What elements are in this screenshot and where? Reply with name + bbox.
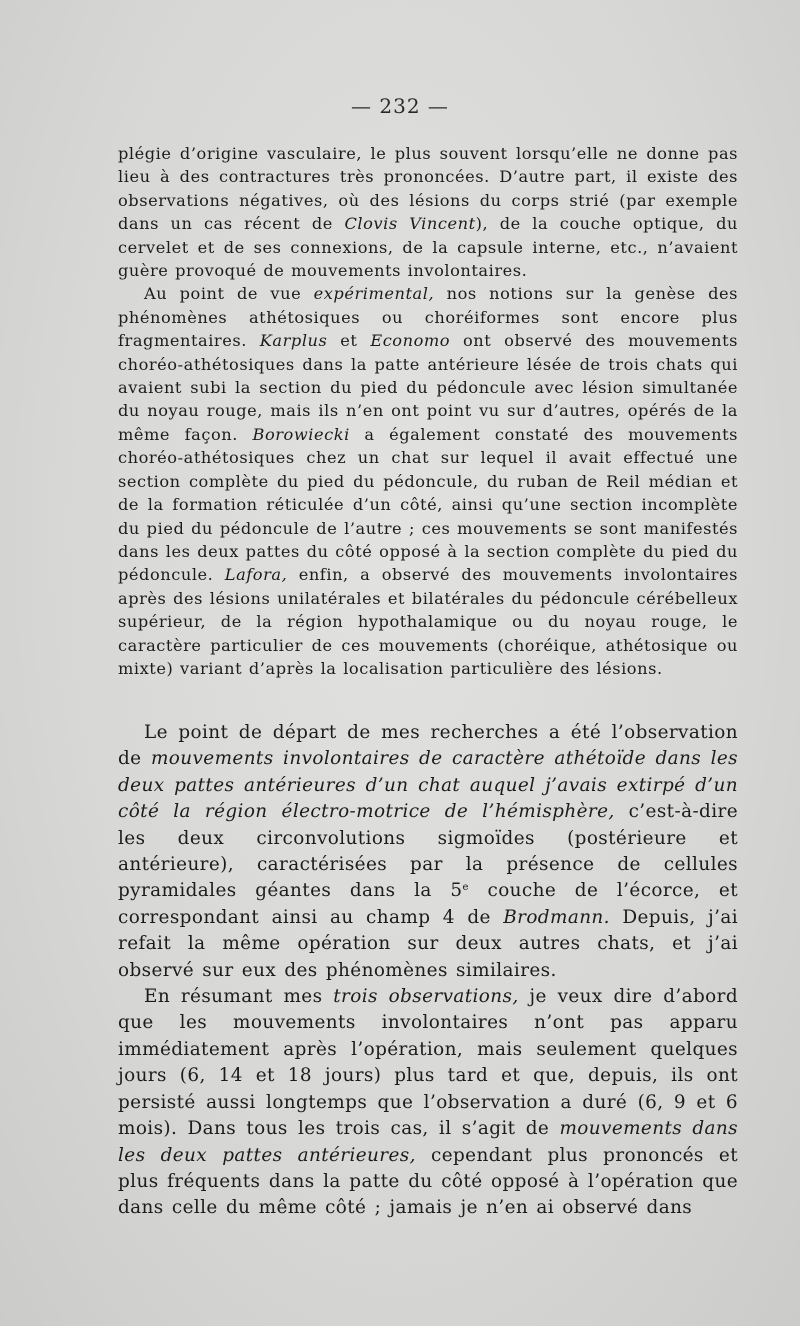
page-number: — 232 —: [351, 94, 449, 118]
paragraph-observations-summary: En résumant mes trois observations, je veux dire d’abord que les mouvements involontaires n’ont pas apparu immédiatement après l’opération, mais seulement quelques jours (6, 14 et 18 jours) plus tard et que, depuis, ils ont persisté aussi longtemps que l’observation a duré (6, 9 et 6 mois). Dans tous les trois cas, il s’agit de mouvements dans les deux pattes antérieures, cependant plus prononcés et plus fréquents dans la patte du côté opposé à l’opération que dans celle du même côté ; jamais je n’en ai observé dans: [118, 986, 739, 1219]
author-name: Karplus: [259, 331, 328, 351]
author-name: Clovis Vincent: [344, 214, 476, 234]
main-text-section: [118, 720, 738, 1222]
paragraph-vascular-hemiplegia: plégie d’origine vasculaire, le plus souvent lorsqu’elle ne donne pas lieu à des contractures très prononcées. D’autre part, il existe des observations négatives, où des lésions du corps strié (par exemple dans un cas récent de Clovis Vincent), de la couche optique, du cervelet et de ses connexions, de la capsule interne, etc., n’avaient guère provoqué de mouvements involontaires.: [118, 144, 738, 281]
emphasis-text: expérimental,: [313, 284, 435, 304]
emphasis-text: mouvements dans les deux pattes antérieures,: [118, 1118, 738, 1166]
paragraph-research-starting-point: Le point de départ de mes recherches a été l’observation de mouvements involontaires de caractère athétoïde dans les deux pattes antérieures d’un chat auquel j’avais extirpé d’un côté la région électro-motrice de l’hémisphère, c’est-à-dire les deux circonvolutions sigmoïdes (postérieure et antérieure), caractérisées par la présence de cellules pyramidales géantes dans la 5e couche de l’écorce, et correspondant ainsi au champ 4 de Brodmann. Depuis, j’ai refait la même opération sur deux autres chats, et j’ai observé sur eux des phénomènes similaires.: [118, 722, 739, 981]
emphasis-text: trois observations,: [333, 986, 519, 1008]
small-print-section: [118, 142, 738, 680]
author-name: Economo: [370, 331, 451, 351]
author-name: Borowiecki: [252, 424, 350, 444]
superscript: e: [462, 882, 469, 894]
emphasis-text: mouvements involontaires de caractère athétoïde dans les deux pattes antérieures d’un chat auquel j’avais extirpé d’un côté la région électro-motrice de l’hémisphère,: [118, 748, 738, 823]
author-name: Brodmann.: [503, 906, 610, 928]
paragraph-experimental-findings: Au point de vue expérimental, nos notions sur la genèse des phénomènes athétosiques ou choréiformes sont encore plus fragmentaires. Karplus et Economo ont observé des mouvements choréo-athétosiques dans la patte antérieure lésée de trois chats qui avaient subi la section du pied du pédoncule avec lésion simultanée du noyau rouge, mais ils n’en ont point vu sur d’autres, opérés de la même façon. Borowiecki a également constaté des mouvements choréo-athétosiques chez un chat sur lequel il avait effectué une section complète du pied du pédoncule, du ruban de Reil médian et de la formation réticulée d’un côté, ainsi qu’une section incomplète du pied du pédoncule de l’autre ; ces mouvements se sont manifestés dans les deux pattes du côté opposé à la section complète du pied du pédoncule. Lafora, enfin, a observé des mouvements involontaires après des lésions unilatérales et bilatérales du pédoncule cérébelleux supérieur, de la région hypothalamique ou du noyau rouge, le caractère particulier de ces mouvements (choréique, athétosique ou mixte) variant d’après la localisation particulière des lésions.: [118, 284, 739, 678]
author-name: Lafora,: [224, 565, 288, 585]
